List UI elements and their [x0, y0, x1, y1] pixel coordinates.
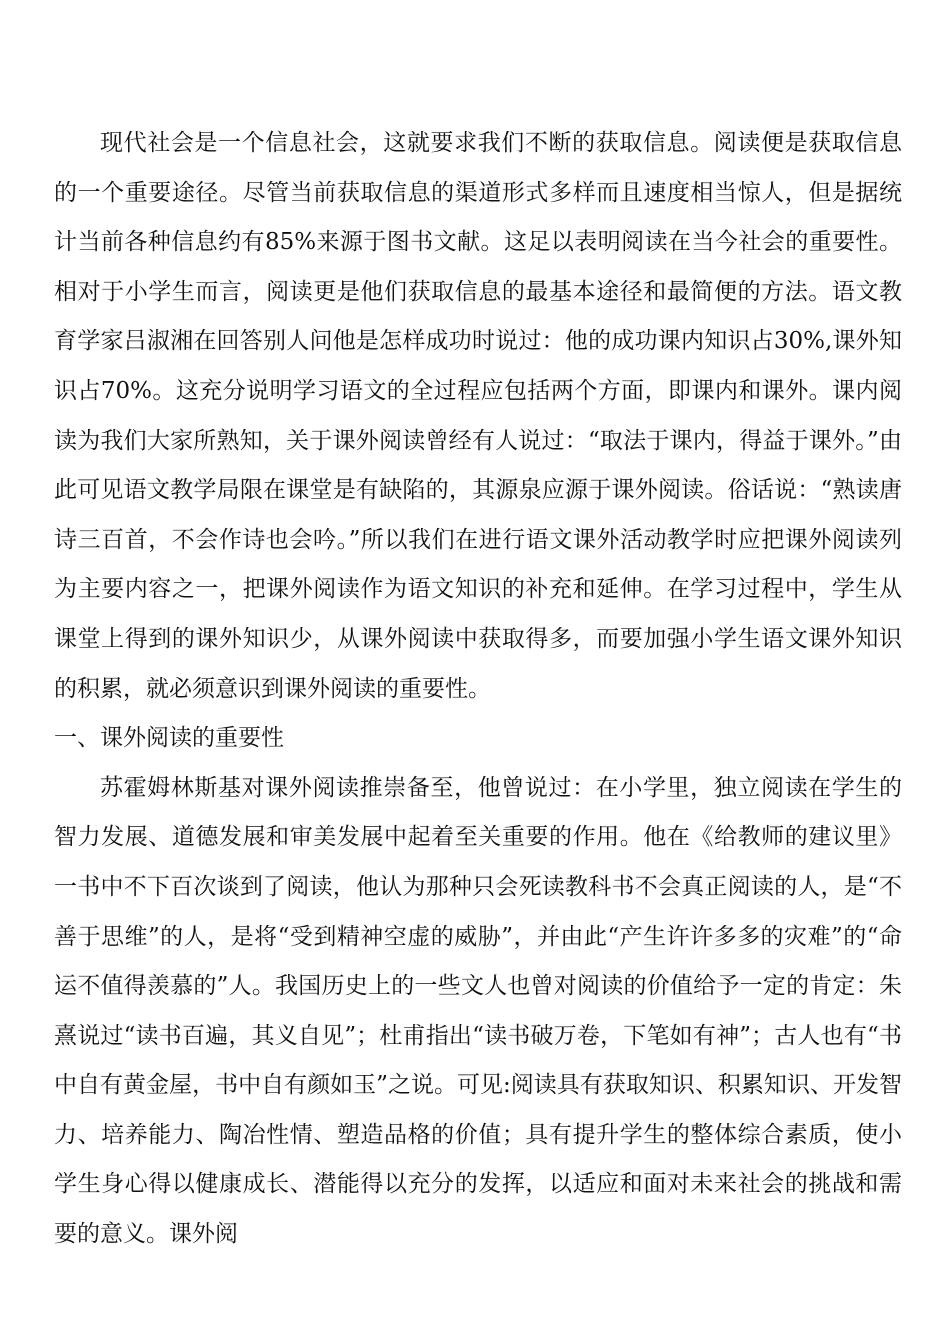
body-paragraph: 苏霍姆林斯基对课外阅读推崇备至，他曾说过：在小学里，独立阅读在学生的智力发展、道德发展和审美发展中起着至关重要的作用。他在《给教师的建议里》一书中不下百次谈到了阅读，他认为那种只会死读教科书不会真正阅读的人，是“不善于思维”的人，是将“受到精神空虚的威胁”，并由此“产生许许多多的灾难”的“命运不值得羡慕的”人。我国历史上的一些文人也曾对阅读的价值给予一定的肯定：朱熹说过“读书百遍，其义自见”；杜甫指出“读书破万卷，下笔如有神”；古人也有“书中自有黄金屋，书中自有颜如玉”之说。可见:阅读具有获取知识、积累知识、开发智力、培养能力、陶冶性情、塑造品格的价值；具有提升学生的整体综合素质，使小学生身心得以健康成长、潜能得以充分的发挥，以适应和面对未来社会的挑战和需要的意义。课外阅: [54, 774, 902, 1248]
intro-paragraph: 现代社会是一个信息社会，这就要求我们不断的获取信息。阅读便是获取信息的一个重要途径。尽管当前获取信息的渠道形式多样而且速度相当惊人，但是据统计当前各种信息约有85%来源于图书文献。这足以表明阅读在当今社会的重要性。相对于小学生而言，阅读更是他们获取信息的最基本途径和最简便的方法。语文教育学家吕淑湘在回答别人问他是怎样成功时说过：他的成功课内知识占30%,课外知识占70%。这充分说明学习语文的全过程应包括两个方面，即课内和课外。课内阅读为我们大家所熟知，关于课外阅读曾经有人说过：“取法于课内，得益于课外。”由此可见语文教学局限在课堂是有缺陷的，其源泉应源于课外阅读。俗话说：“熟读唐诗三百首，不会作诗也会吟。”所以我们在进行语文课外活动教学时应把课外阅读列为主要内容之一，把课外阅读作为语文知识的补充和延伸。在学习过程中，学生从课堂上得到的课外知识少，从课外阅读中获取得多，而要加强小学生语文课外知识的积累，就必须意识到课外阅读的重要性。: [54, 130, 902, 702]
section-heading: 一、课外阅读的重要性: [54, 725, 284, 752]
document-body: [54, 119, 902, 1260]
